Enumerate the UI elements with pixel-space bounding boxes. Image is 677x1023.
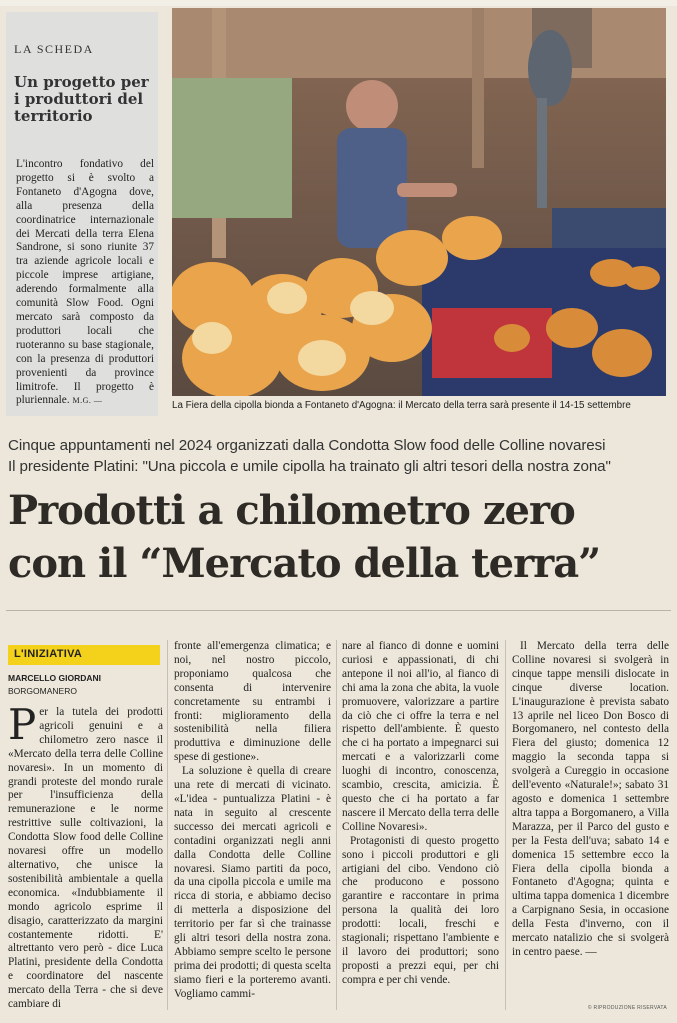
- column-2-para-1: fronte all'emergenza climatica; e noi, nel nostro piccolo, proponiamo qualcosa che consenta di intervenire concretamente su entrambi i fronti: miglioramento della sostenibilità nella filiera produttiva e diminuzione delle spese di gestione».: [174, 640, 331, 764]
- column-4-para-1: Il Mercato della terra delle Colline novaresi si svolgerà in cinque tappe mensili dislocate in cinque diverse location. L'inaugurazione è prevista sabato 13 aprile nel liceo Don Bosco di Borgomanero, nel contesto della Fiera del giusto; domenica 12 maggio la seconda tappa si svolgerà a Cureggio in occasione dell'evento «Naturale!»; sabato 31 agosto e domenica 1 settembre altra tappa a Borgomanero, a Villa Marazza, per il Parco del gusto e per la Festa dell'uva; sabato 14 e domenica 15 settembre ecco la Fiera della cipolla bionda a Fontaneto d'Agogna; quinta e ultima tappa domenica 1 dicembre a Carpignano Sesia, in occasione della Festa d'inverno, con il mercato natalizio che si svolgerà in centro paese. —: [512, 640, 669, 958]
- author-name: MARCELLO GIORDANI: [8, 673, 102, 683]
- divider: [6, 610, 671, 611]
- column-rule-3: [505, 640, 506, 1010]
- onion-market-photo: [172, 8, 666, 396]
- top-margin: [0, 0, 677, 6]
- sidebar-body: L'incontro fondativo del progetto si è svolto a Fontaneto d'Agogna dove, alla presenza della coordinatrice internazionale dei Mercati della terra Elena Sandrone, si sono riunite 37 tra aziende agricole locali e piccole imprese artigiane, aderendo formalmente alla comunità Slow Food. Ogni mercato sarà composto da produttori locali che ruoteranno su base stagionale, con la presenza di produttori provenienti da province limitrofe. Il progetto è pluriennale.: [16, 158, 154, 407]
- dateline-place: BORGOMANERO: [8, 686, 77, 696]
- headline-line-2: con il “Mercato della terra”: [8, 540, 601, 587]
- sidebar-signature: M.G. —: [72, 396, 103, 406]
- article-column-3: [342, 640, 499, 988]
- sidebar-box: [6, 12, 158, 416]
- column-rule-1: [167, 640, 168, 1010]
- column-rule-2: [336, 640, 337, 1010]
- article-column-1: [8, 700, 163, 1012]
- headline-line-1: Prodotti a chilometro zero: [8, 487, 575, 534]
- sidebar-title: Un progetto per i produttori del territorio: [14, 73, 149, 125]
- column-3-para-2: Protagonisti di questo progetto sono i piccoli produttori e gli artigiani del cibo. Vendono ciò che producono e possono garantire e raccontare in prima persona la qualità dei loro prodotti: locali, freschi e stagionali; rispettano l'ambiente e il lavoro dei produttori; sono proposti a prezzi equi, per chi compra e per chi vende.: [342, 834, 499, 986]
- section-tag: [8, 645, 160, 665]
- article-column-4: [512, 640, 669, 960]
- column-3-para-1: nare al fianco di donne e uomini curiosi e appassionati, di chi antepone il noi all'io, al fianco di chi ama la zona che abita, la vuole promuovere, valorizzare a partire da ciò che ci offre la terra e nel rispetto dell'ambiente. È questo che ci ha portato a impegnarci sui mercati e a valorizzarli come luoghi di incontro, conoscenza, scambio, crescita, amicizia. È questo che ci ha portato a far nascere il Mercato della terra delle Colline Novaresi».: [342, 640, 499, 833]
- article-column-2: [174, 640, 331, 1002]
- section-tag-label: L'INIZIATIVA: [14, 648, 83, 660]
- subhead-2: Il presidente Platini: "Una piccola e umile cipolla ha trainato gli altri tesori della nostra zona": [8, 458, 611, 475]
- copyright-note: © RIPRODUZIONE RISERVATA: [587, 1005, 667, 1011]
- dropcap: P: [8, 700, 37, 749]
- subhead-1: Cinque appuntamenti nel 2024 organizzati dalla Condotta Slow food delle Colline novaresi: [8, 437, 606, 454]
- column-2-para-2: La soluzione è quella di creare una rete di mercati di vicinato. «L'idea - puntualizza Platini - è nata in seguito al crescente successo dei mercati agricoli e contadini organizzati negli anni dalla Condotta delle Colline novaresi. Siamo partiti da poco, da una cipolla piccola e umile ma ricca di storia, e abbiamo deciso di metterla a disposizione del territorio per far sì che trainasse gli altri tesori della nostra zona. Abbiamo sempre scelto le persone prima dei prodotti; di questa scelta siamo fieri e la porteremo avanti. Vogliamo cammi-: [174, 765, 331, 1000]
- photo-caption: La Fiera della cipolla bionda a Fontaneto d'Agogna: il Mercato della terra sarà presente il 14-15 settembre: [172, 400, 631, 411]
- sidebar-text: [16, 158, 154, 408]
- column-1-text: er la tutela dei prodotti agricoli genuini e a chilometro zero nasce il «Mercato della terra delle Colline novaresi». In un momento di grandi proteste del mondo rurale per l'insufficienza della remunerazione e le norme restrittive sulle coltivazioni, la Condotta Slow food delle Colline novaresi offre un modello alternativo, che unisce la sostenibilità ambientale a quella economica. «Indubbiamente il mondo agricolo esprime il disagio, caratterizzato da margini costantemente ridotti. E' altrettanto vero però - dice Luca Platini, presidente della Condotta e coordinatore del nascente mercato della Terra - che si deve cambiare di: [8, 706, 163, 1011]
- photo-illustration: [172, 8, 666, 396]
- sidebar-kicker: LA SCHEDA: [14, 42, 94, 56]
